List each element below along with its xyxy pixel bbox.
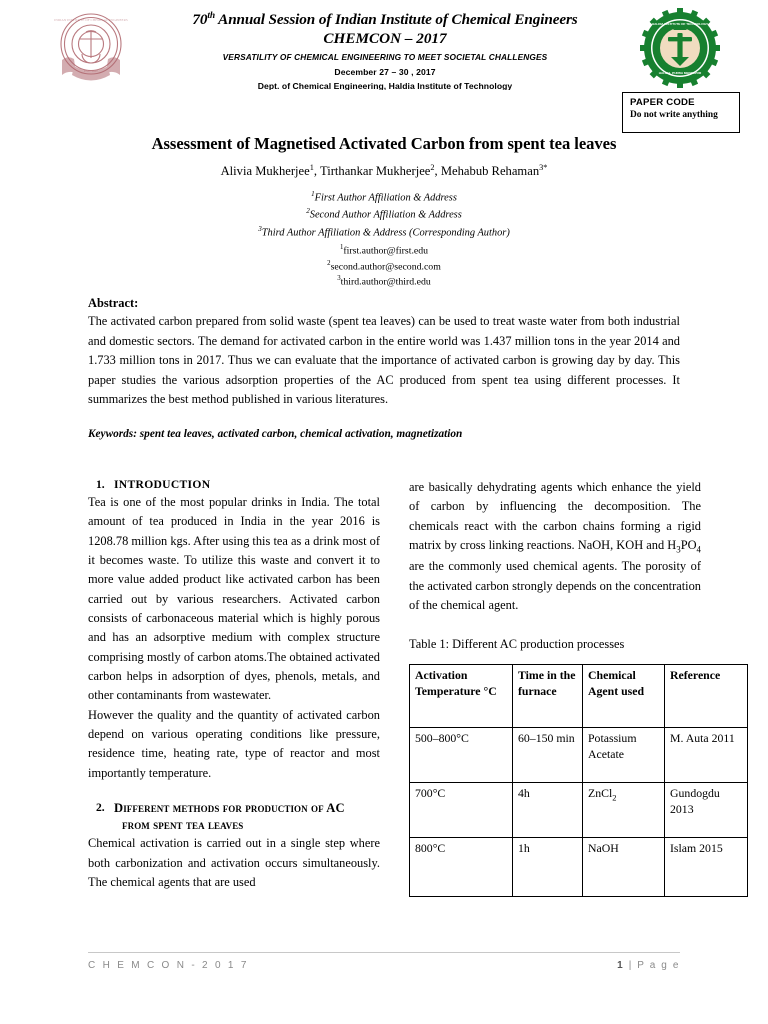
header-line-chemcon: CHEMCON – 2017	[323, 30, 447, 47]
svg-text:INDIAN INSTITUTE OF CHEMICAL E: INDIAN INSTITUTE OF CHEMICAL ENGINEERS	[54, 18, 128, 22]
table-header-activation-temperature: Activation Temperature °C	[410, 665, 513, 728]
table-header-time-in-furnace: Time in the furnace	[513, 665, 583, 728]
abstract-label: Abstract:	[88, 296, 139, 310]
table-header-chemical-agent: Chemical Agent used	[583, 665, 665, 728]
left-column	[88, 478, 380, 897]
affiliation-item: $^3$Third Author Affiliation & Address (Corresponding Author)	[258, 224, 510, 239]
header-line-annual-session: 70th Annual Session of Indian Institute of Chemical Engineers	[192, 10, 578, 28]
header-line-theme: VERSATILITY OF CHEMICAL ENGINEERING TO MEET SOCIETAL CHALLENGES	[222, 51, 548, 62]
svg-text:HALDIA, PURBA MEDINIPUR: HALDIA, PURBA MEDINIPUR	[658, 71, 702, 75]
abstract-section	[88, 296, 680, 440]
page-number: 1	[617, 960, 625, 971]
cell-agent: ZnCl$_2$	[583, 783, 665, 838]
paper-code-box	[622, 92, 740, 133]
email-item: $^2$second.author@second.com	[327, 259, 441, 272]
section-title: Different methods for production of AC	[114, 801, 345, 816]
email-list	[0, 243, 768, 290]
email-item: $^1$first.author@first.edu	[339, 243, 429, 257]
affiliation-list	[0, 189, 768, 241]
affiliation-item: $^2$Second Author Affiliation & Address	[306, 207, 462, 221]
section-number: 2.	[96, 801, 105, 815]
abstract-text: The activated carbon prepared from solid waste (spent tea leaves) can be used to treat waste water from both industrial and domestic sectors. The demand for activated carbon in the entire world was 1.437 million tons in the year 2014 and 1.733 million tons in 2017. Thus we can evaluate that the importance of activated carbon is growing day by day. This paper studies the various adsorption properties of the AC produced from spent tea using different processes. It summarizes the best method published in various literatures.	[88, 314, 680, 407]
paragraph-methods-1: Chemical activation is carried out in a single step where both carbonization and activation occurs simultaneously. The chemical agents that are used	[88, 836, 380, 889]
cell-temperature: 800°C	[410, 838, 513, 897]
email-marker: 2	[327, 259, 331, 267]
table-caption: Table 1: Different AC production processes	[409, 637, 625, 652]
author-list: Alivia Mukherjee$^1$, Tirthankar Mukherjee$^2$, Mehabub Rehaman$^{3*}$	[220, 163, 548, 179]
table-row	[410, 783, 748, 838]
paper-code-title: PAPER CODE	[630, 97, 695, 108]
author-name: Alivia Mukherjee	[220, 164, 310, 179]
header-text-block	[150, 10, 620, 90]
affiliation-item: $^1$First Author Affiliation & Address	[311, 190, 457, 204]
email-item: $^3$third.author@third.edu	[337, 275, 431, 288]
iiche-seal-logo	[48, 8, 134, 90]
cell-reference: M. Auta 2011	[665, 728, 748, 783]
table-header-reference: Reference	[665, 665, 748, 728]
cell-time: 4h	[513, 783, 583, 838]
chemical-subscript: 3	[676, 544, 681, 555]
author-affiliation-marker: 3*	[539, 163, 548, 172]
paragraph-intro-1: Tea is one of the most popular drinks in India. The total amount of tea produced in India in the year 2016 is 1208.78 million kgs. After using this tea as a drink most of it becomes waste. To utilize this waste and convert it to more value added product like activated carbon has been carried out by various researchers. Activated carbon consists of carbonaceous material which is highly porous and has an adsorptive medium with complex structure comprising mostly of carbon atoms.The obtained activated carbon helps in adsorption of dyes, phenols, metals, and other contaminants from wastewater.	[88, 495, 380, 703]
section-heading-methods	[88, 801, 380, 816]
section-title: INTRODUCTION	[114, 478, 211, 491]
chemical-subscript: 4	[696, 544, 701, 555]
header-line-dates: December 27 – 30 , 2017	[334, 66, 436, 77]
right-column	[409, 478, 735, 897]
cell-temperature: 700°C	[410, 783, 513, 838]
table-header-row	[410, 665, 748, 728]
paper-code-subtitle: Do not write anything	[630, 110, 718, 120]
two-column-body	[88, 478, 735, 897]
email-marker: 3	[337, 275, 341, 283]
cell-time: 60–150 min	[513, 728, 583, 783]
svg-text:HALDIA INSTITUTE OF TECHNOLOGY: HALDIA INSTITUTE OF TECHNOLOGY	[651, 22, 709, 26]
affiliation-marker: 2	[306, 207, 310, 216]
page-title: Assessment of Magnetised Activated Carbon from spent tea leaves	[151, 134, 617, 153]
header-line-department: Dept. of Chemical Engineering, Haldia Institute of Technology	[257, 80, 513, 90]
chemical-subscript: 2	[612, 792, 617, 803]
paragraph-intro-2: However the quality and the quantity of activated carbon depend on various operating conditions like pressure, residence time, heating rate, type of reactor and most importantly temperature.	[88, 707, 380, 780]
title-block	[0, 134, 768, 290]
cell-reference: Gundogdu 2013	[665, 783, 748, 838]
cell-reference: Islam 2015	[665, 838, 748, 897]
author-name: Mehabub Rehaman	[440, 164, 540, 179]
table-row	[410, 838, 748, 897]
section-title-continuation: from spent tea leaves	[122, 818, 244, 833]
paragraph-methods-continued: are basically dehydrating agents which enhance the yield of carbon by influencing the decomposition. The chemicals react with the carbon chains forming a rigid matrix by cross linking reactions. NaOH, KOH and $H_3PO_4$ are the commonly used chemical agents. The porosity of the activated carbon strongly depends on the concentration of the chemical agent.	[409, 480, 701, 613]
ac-production-processes-table	[409, 664, 748, 897]
haldia-institute-gear-logo	[640, 8, 720, 88]
affiliation-marker: 3	[258, 224, 262, 233]
svg-text:EST. 1947: EST. 1947	[83, 69, 99, 73]
section-number: 1.	[96, 478, 105, 491]
author-affiliation-marker: 2	[430, 163, 435, 172]
footer-conference-name: C H E M C O N - 2 0 1 7	[88, 960, 249, 971]
affiliation-marker: 1	[311, 190, 315, 199]
email-marker: 1	[339, 243, 344, 251]
cell-agent: NaOH	[583, 838, 665, 897]
keywords-line: Keywords: spent tea leaves, activated carbon, chemical activation, magnetization	[88, 427, 463, 440]
conference-header	[0, 0, 768, 96]
author-name: Tirthankar Mukherjee	[319, 164, 431, 179]
ordinal-suffix: th	[207, 10, 216, 21]
page-footer	[88, 952, 680, 971]
footer-page-indicator: 1 | P a g e	[617, 960, 680, 971]
cell-agent: Potassium Acetate	[583, 728, 665, 783]
cell-time: 1h	[513, 838, 583, 897]
cell-temperature: 500–800°C	[410, 728, 513, 783]
author-affiliation-marker: 1	[309, 163, 314, 172]
table-row	[410, 728, 748, 783]
section-heading-introduction	[88, 478, 380, 491]
